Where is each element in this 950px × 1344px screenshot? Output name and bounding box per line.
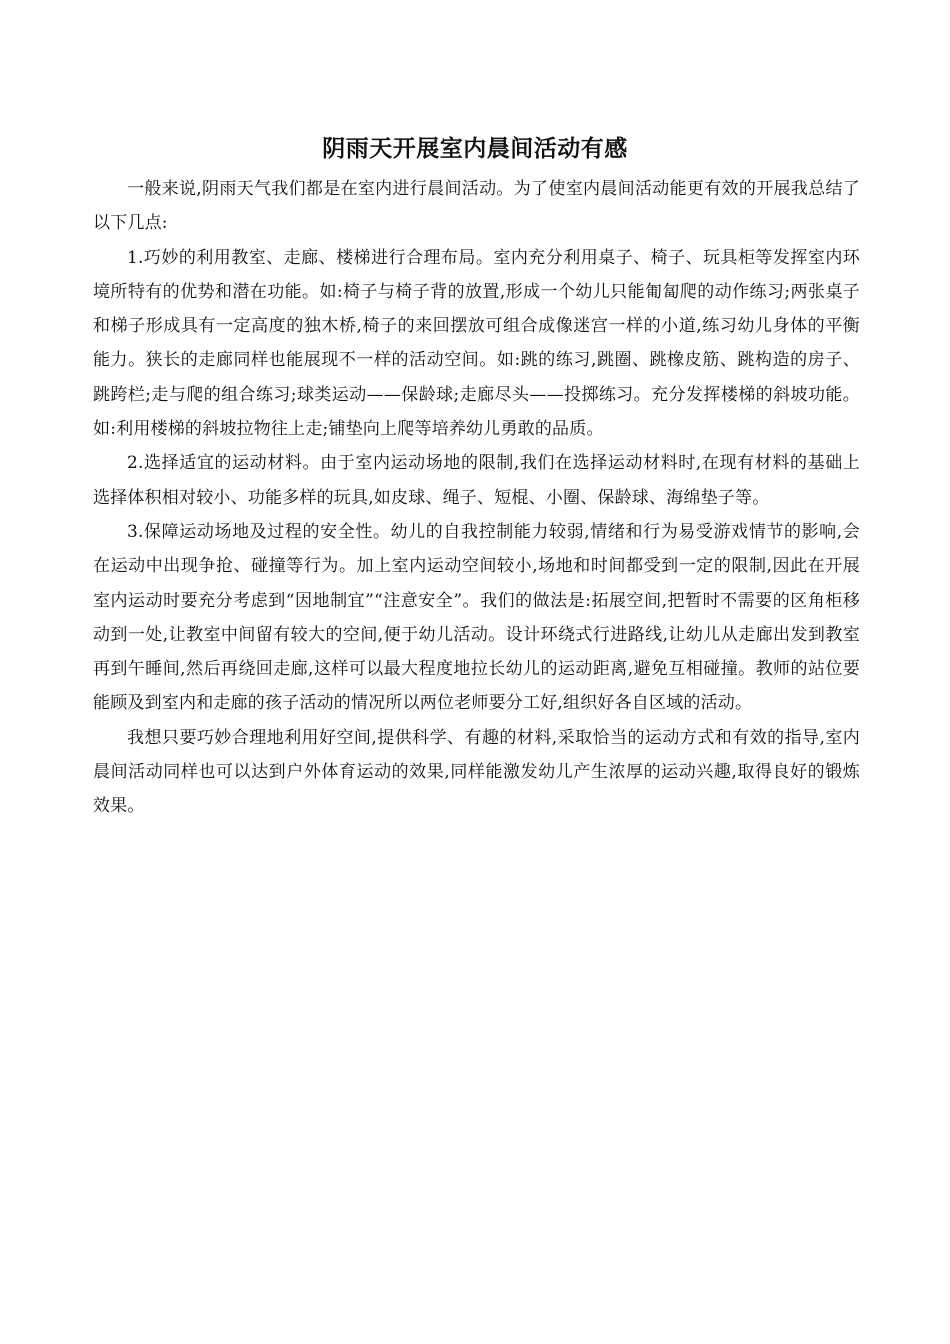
conclusion-paragraph: 我想只要巧妙合理地利用好空间,提供科学、有趣的材料,采取恰当的运动方式和有效的指导,室内晨间活动同样也可以达到户外体育运动的效果,同样能激发幼儿产生浓厚的运动兴趣,取得良好的锻炼效果。 <box>93 727 860 817</box>
point-1-paragraph: 1.巧妙的利用教室、走廊、楼梯进行合理布局。室内充分利用桌子、椅子、玩具柜等发挥室内环境所特有的优势和潜在功能。如:椅子与椅子背的放置,形成一个幼儿只能匍匐爬的动作练习;两张桌子和梯子形成具有一定高度的独木桥,椅子的来回摆放可组合成像迷宫一样的小道,练习幼儿身体的平衡能力。狭长的走廊同样也能展现不一样的活动空间。如:跳的练习,跳圈、跳橡皮筋、跳构造的房子、跳跨栏;走与爬的组合练习;球类运动——保龄球;走廊尽头——投掷练习。充分发挥楼梯的斜坡功能。如:利用楼梯的斜坡拉物往上走;铺垫向上爬等培养幼儿勇敢的品质。 <box>93 247 860 440</box>
document-title: 阴雨天开展室内晨间活动有感 <box>322 136 628 162</box>
point-2-paragraph: 2.选择适宜的运动材料。由于室内运动场地的限制,我们在选择运动材料时,在现有材料的基础上选择体积相对较小、功能多样的玩具,如皮球、绳子、短棍、小圈、保龄球、海绵垫子等。 <box>93 453 860 508</box>
point-3-paragraph: 3.保障运动场地及过程的安全性。幼儿的自我控制能力较弱,情绪和行为易受游戏情节的影响,会在运动中出现争抢、碰撞等行为。加上室内运动空间较小,场地和时间都受到一定的限制,因此在开展室内运动时要充分考虑到“因地制宜”“注意安全”。我们的做法是:拓展空间,把暂时不需要的区角柜移动到一处,让教室中间留有较大的空间,便于幼儿活动。设计环绕式行进路线,让幼儿从走廊出发到教室再到午睡间,然后再绕回走廊,这样可以最大程度地拉长幼儿的运动距离,避免互相碰撞。教师的站位要能顾及到室内和走廊的孩子活动的情况所以两位老师要分工好,组织好各自区域的活动。 <box>93 521 860 714</box>
intro-paragraph: 一般来说,阴雨天气我们都是在室内进行晨间活动。为了使室内晨间活动能更有效的开展我总结了以下几点: <box>93 179 860 234</box>
document-body <box>93 172 860 824</box>
